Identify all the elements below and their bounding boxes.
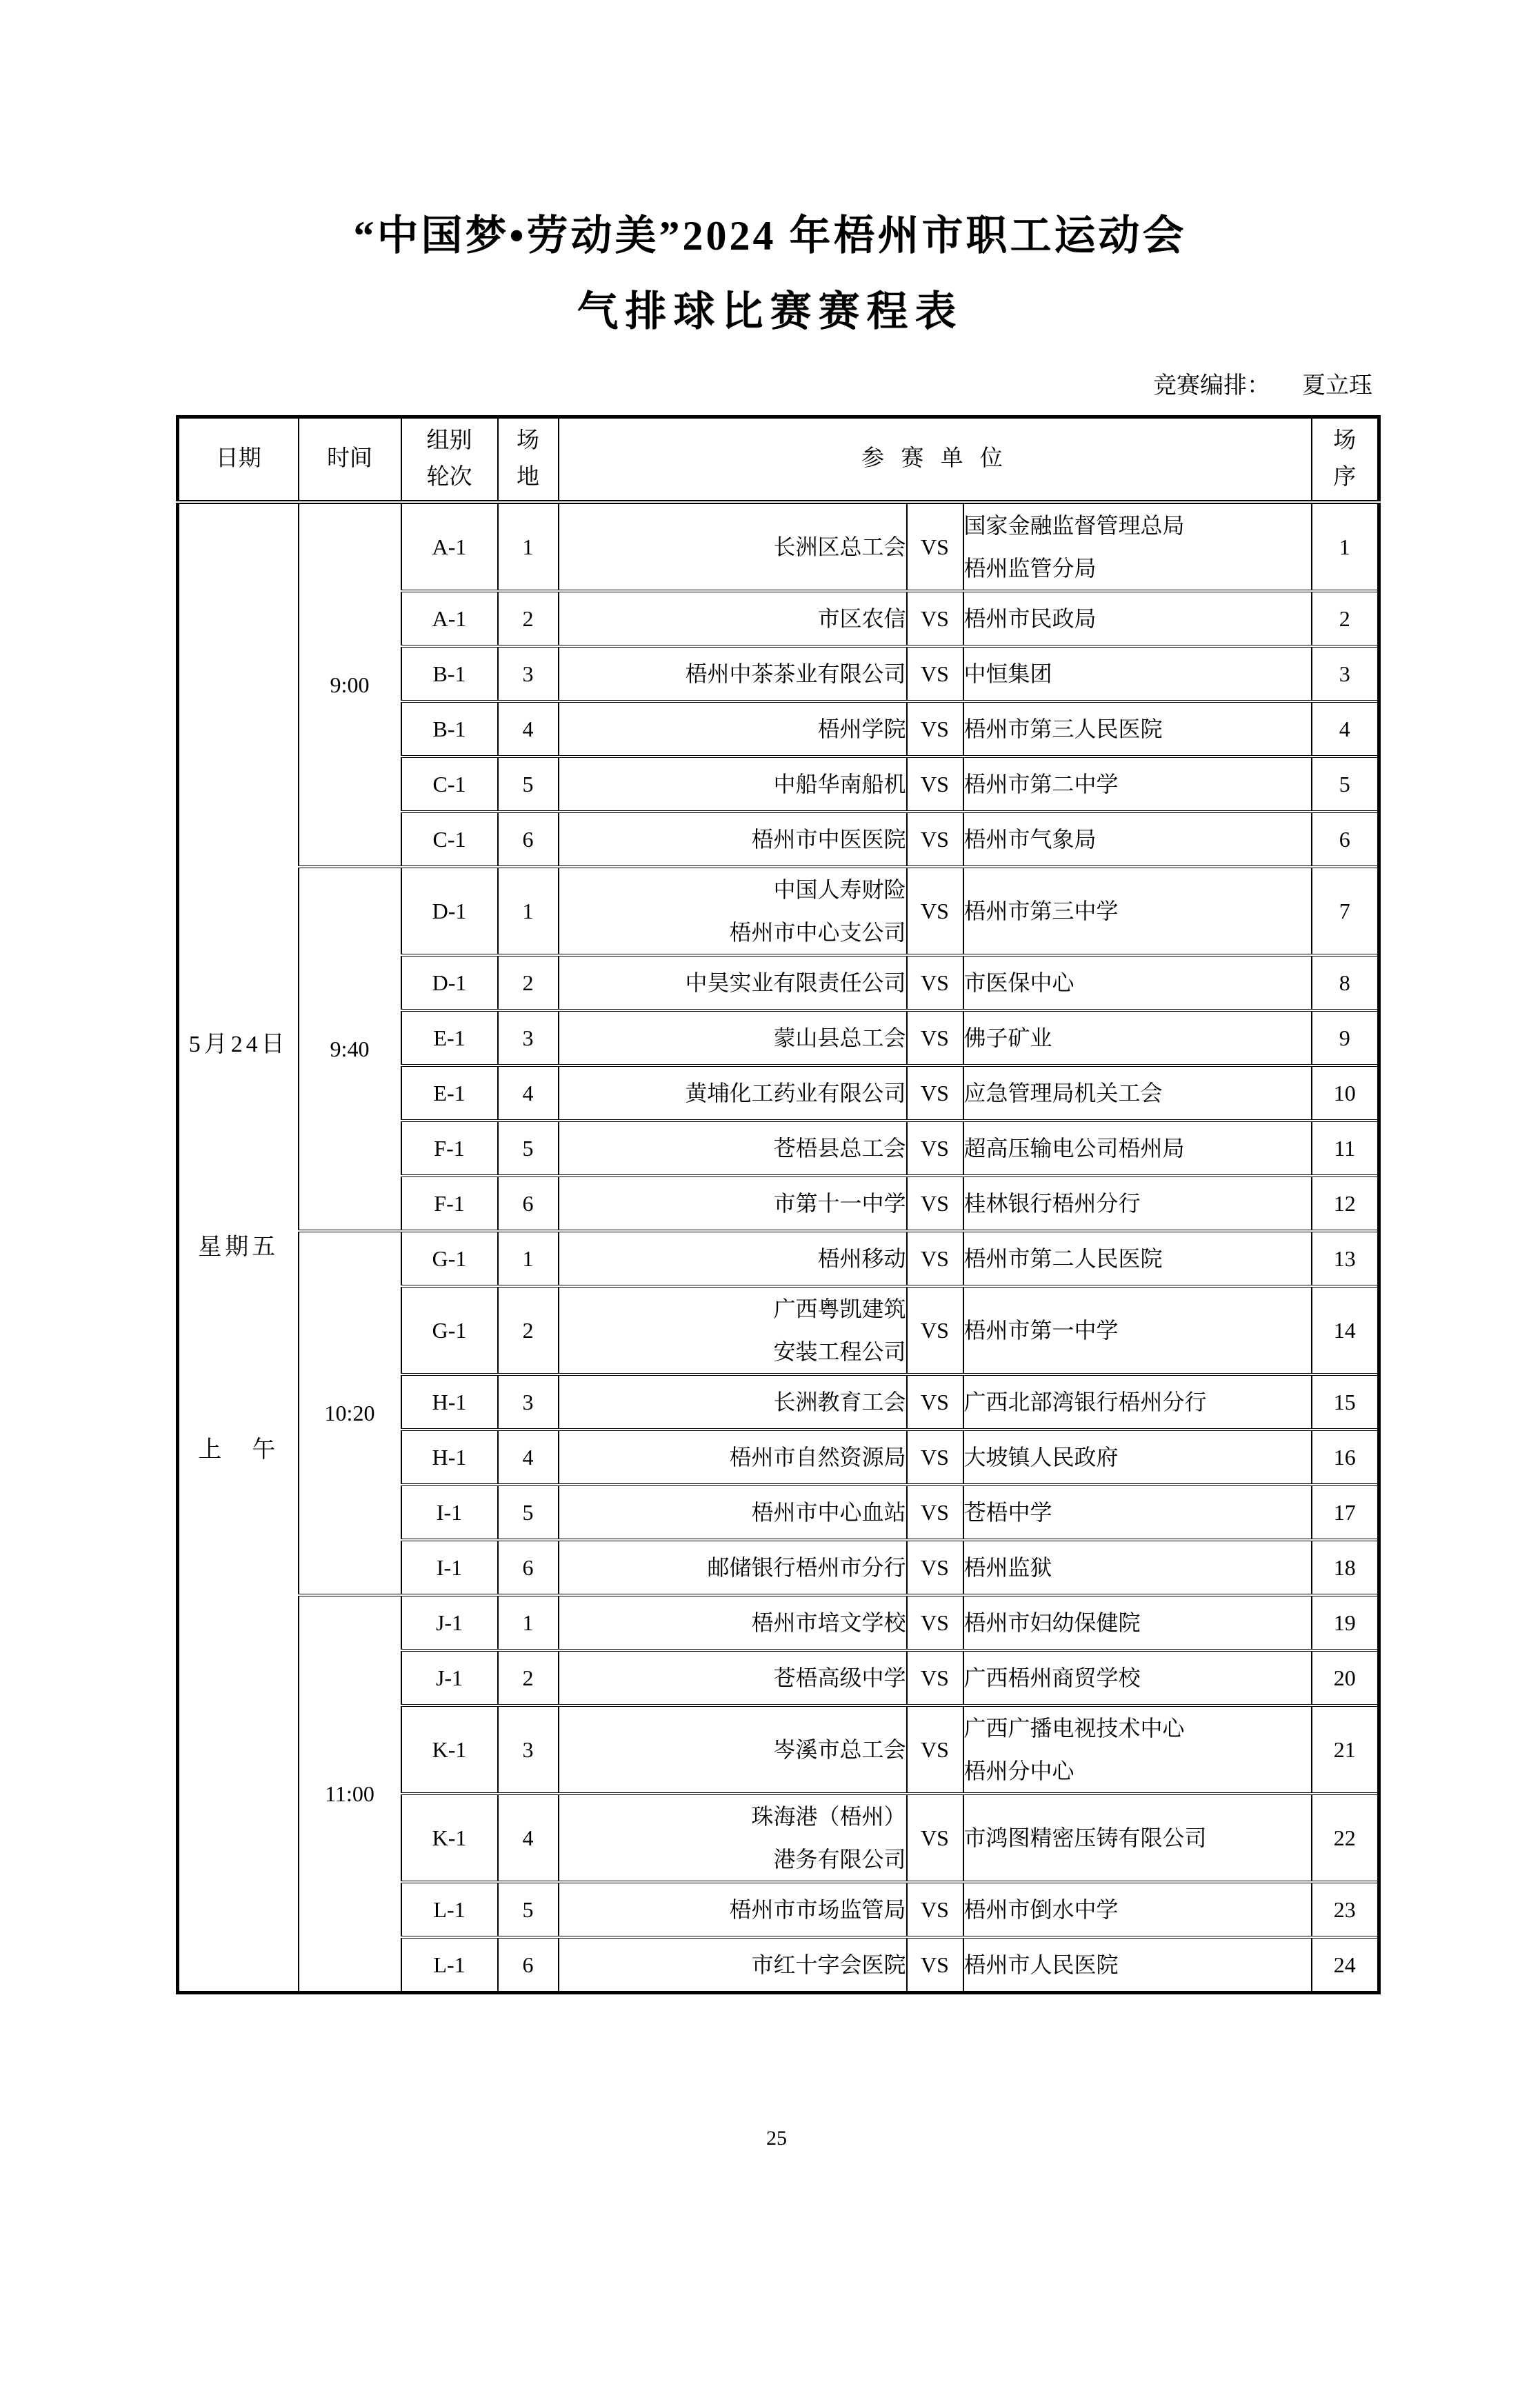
team1-cell (559, 502, 907, 591)
team-name: 梧州中茶茶业有限公司 (685, 661, 906, 686)
court-cell: 2 (498, 1650, 559, 1705)
order-cell: 2 (1312, 591, 1379, 646)
team1-cell (559, 1231, 907, 1286)
team-name: 梧州市倒水中学 (963, 1897, 1119, 1922)
vs-cell: VS (907, 1794, 963, 1882)
vs-cell: VS (907, 591, 963, 646)
group-round-cell: H-1 (401, 1430, 498, 1485)
vs-cell: VS (907, 1650, 963, 1705)
group-round-cell: B-1 (401, 646, 498, 701)
header-row (178, 417, 1379, 503)
team-name: 梧州市自然资源局 (729, 1445, 906, 1470)
team-name: 中恒集团 (963, 661, 1052, 686)
time-cell: 9:00 (299, 502, 401, 867)
team2-cell (963, 1540, 1312, 1595)
court-cell: 6 (498, 812, 559, 867)
team-name: 应急管理局机关工会 (963, 1081, 1163, 1105)
team1-cell (559, 1650, 907, 1705)
court-cell: 4 (498, 1794, 559, 1882)
team-name: 蒙山县总工会 (773, 1025, 906, 1050)
group-round-cell: A-1 (401, 502, 498, 591)
order-cell: 5 (1312, 757, 1379, 812)
team2-cell (963, 1794, 1312, 1882)
order-cell: 21 (1312, 1705, 1379, 1794)
team-name: 梧州市中心支公司 (729, 920, 906, 945)
court-cell: 3 (498, 1705, 559, 1794)
vs-cell: VS (907, 812, 963, 867)
court-cell: 5 (498, 1882, 559, 1937)
vs-cell: VS (907, 646, 963, 701)
team1-cell (559, 1540, 907, 1595)
time-cell: 11:00 (299, 1595, 401, 1993)
court-cell: 5 (498, 757, 559, 812)
court-cell: 4 (498, 701, 559, 757)
schedule-table (176, 415, 1381, 1994)
col-header-order-line1: 场 (1333, 428, 1357, 453)
team-name: 梧州市气象局 (963, 827, 1097, 852)
order-cell: 24 (1312, 1937, 1379, 1993)
team-name: 佛子矿业 (963, 1025, 1052, 1050)
team-name: 梧州市第二中学 (963, 772, 1119, 797)
court-cell: 5 (498, 1485, 559, 1540)
group-round-cell: F-1 (401, 1121, 498, 1176)
team1-cell (559, 1176, 907, 1231)
vs-cell: VS (907, 1176, 963, 1231)
time-cell: 10:20 (299, 1231, 401, 1595)
order-cell: 7 (1312, 867, 1379, 955)
vs-cell: VS (907, 1540, 963, 1595)
order-cell: 9 (1312, 1010, 1379, 1065)
team-name: 邮储银行梧州市分行 (707, 1555, 906, 1580)
team1-cell (559, 1882, 907, 1937)
court-cell: 4 (498, 1430, 559, 1485)
order-cell: 1 (1312, 502, 1379, 591)
team-name: 梧州市第三人民医院 (963, 717, 1163, 741)
court-cell: 6 (498, 1176, 559, 1231)
team1-cell (559, 812, 907, 867)
team1-cell (559, 1705, 907, 1794)
order-cell: 12 (1312, 1176, 1379, 1231)
col-header-court-line2: 地 (517, 465, 539, 490)
date-cell (178, 502, 299, 1993)
team1-cell (559, 1794, 907, 1882)
vs-cell: VS (907, 1286, 963, 1374)
credit-line (0, 372, 1372, 400)
team1-cell (559, 757, 907, 812)
team-name: 广西粤凯建筑 (773, 1296, 906, 1321)
team-name: 市医保中心 (963, 970, 1074, 995)
court-cell: 3 (498, 1010, 559, 1065)
group-round-cell: A-1 (401, 591, 498, 646)
team-name: 中昊实业有限责任公司 (685, 970, 906, 995)
col-header-group-line2: 轮次 (426, 465, 472, 490)
vs-cell: VS (907, 701, 963, 757)
team-name: 市红十字会医院 (751, 1952, 906, 1977)
team1-cell (559, 1430, 907, 1485)
vs-cell: VS (907, 1374, 963, 1430)
team-name: 长洲区总工会 (773, 534, 906, 559)
group-round-cell: E-1 (401, 1065, 498, 1121)
team2-cell (963, 1485, 1312, 1540)
team-name: 梧州市中医医院 (751, 827, 906, 852)
team2-cell (963, 1176, 1312, 1231)
group-round-cell: L-1 (401, 1937, 498, 1993)
order-cell: 16 (1312, 1430, 1379, 1485)
team-name: 梧州移动 (817, 1246, 906, 1271)
team2-cell (963, 757, 1312, 812)
team-name: 苍梧中学 (963, 1500, 1052, 1525)
team-name: 超高压输电公司梧州局 (963, 1136, 1185, 1161)
order-cell: 4 (1312, 701, 1379, 757)
team2-cell (963, 1650, 1312, 1705)
document-title-line1: “中国梦•劳动美”2024 年梧州市职工运动会 (353, 213, 1187, 259)
order-cell: 8 (1312, 955, 1379, 1010)
col-header-participants: 参 赛 单 位 (559, 417, 1312, 503)
team-name: 梧州市妇幼保健院 (963, 1610, 1141, 1635)
team-name: 大坡镇人民政府 (963, 1445, 1119, 1470)
order-cell: 11 (1312, 1121, 1379, 1176)
team2-cell (963, 1065, 1312, 1121)
team1-cell (559, 1286, 907, 1374)
court-cell: 3 (498, 646, 559, 701)
team-name: 安装工程公司 (773, 1339, 906, 1364)
order-cell: 22 (1312, 1794, 1379, 1882)
court-cell: 6 (498, 1540, 559, 1595)
group-round-cell: C-1 (401, 812, 498, 867)
team-name: 梧州学院 (817, 717, 906, 741)
team-name: 梧州市民政局 (963, 606, 1097, 631)
group-round-cell: D-1 (401, 867, 498, 955)
group-round-cell: F-1 (401, 1176, 498, 1231)
group-round-cell: K-1 (401, 1705, 498, 1794)
credit-name: 夏立珏 (1302, 373, 1372, 399)
team-name: 梧州市人民医院 (963, 1952, 1119, 1977)
group-round-cell: B-1 (401, 701, 498, 757)
order-cell: 18 (1312, 1540, 1379, 1595)
vs-cell: VS (907, 1485, 963, 1540)
team-name: 苍梧高级中学 (773, 1665, 906, 1690)
credit-label: 竞赛编排： (1153, 373, 1270, 399)
team-name: 广西北部湾银行梧州分行 (963, 1390, 1207, 1414)
team-name: 中船华南船机 (773, 772, 906, 797)
date-stack (179, 1030, 298, 1465)
team-name: 市鸿图精密压铸有限公司 (963, 1825, 1207, 1850)
court-cell: 1 (498, 1231, 559, 1286)
vs-cell: VS (907, 1937, 963, 1993)
team2-cell (963, 701, 1312, 757)
team-name: 长洲教育工会 (773, 1390, 906, 1414)
date-line: 上 午 (198, 1437, 279, 1463)
team-name: 珠海港（梧州） (751, 1804, 906, 1829)
order-cell: 10 (1312, 1065, 1379, 1121)
team2-cell (963, 1937, 1312, 1993)
team-name: 梧州监管分局 (963, 556, 1097, 581)
team2-cell (963, 812, 1312, 867)
team-name: 国家金融监督管理总局 (963, 513, 1185, 538)
court-cell: 2 (498, 591, 559, 646)
group-round-cell: C-1 (401, 757, 498, 812)
team1-cell (559, 955, 907, 1010)
court-cell: 1 (498, 1595, 559, 1650)
group-round-cell: L-1 (401, 1882, 498, 1937)
team-name: 梧州市第一中学 (963, 1318, 1119, 1343)
team1-cell (559, 867, 907, 955)
team2-cell (963, 1010, 1312, 1065)
order-cell: 13 (1312, 1231, 1379, 1286)
match-row (178, 1595, 1379, 1650)
time-cell: 9:40 (299, 867, 401, 1231)
col-header-time: 时间 (299, 417, 401, 503)
team2-cell (963, 1705, 1312, 1794)
team2-cell (963, 502, 1312, 591)
col-header-order-line2: 序 (1333, 465, 1357, 490)
document-title-line2: 气排球比赛赛程表 (577, 289, 963, 334)
page-number: 25 (766, 2127, 787, 2150)
vs-cell: VS (907, 1705, 963, 1794)
team-name: 港务有限公司 (773, 1847, 906, 1872)
group-round-cell: E-1 (401, 1010, 498, 1065)
team-name: 广西梧州商贸学校 (963, 1665, 1141, 1690)
court-cell: 5 (498, 1121, 559, 1176)
match-row (178, 867, 1379, 955)
team-name: 梧州市培文学校 (751, 1610, 906, 1635)
group-round-cell: J-1 (401, 1595, 498, 1650)
schedule-table-body (178, 502, 1379, 1993)
team1-cell (559, 591, 907, 646)
team2-cell (963, 1595, 1312, 1650)
team-name: 梧州分中心 (963, 1759, 1074, 1783)
group-round-cell: H-1 (401, 1374, 498, 1430)
group-round-cell: G-1 (401, 1231, 498, 1286)
team1-cell (559, 1065, 907, 1121)
vs-cell: VS (907, 867, 963, 955)
col-header-group-line1: 组别 (426, 428, 472, 453)
order-cell: 17 (1312, 1485, 1379, 1540)
team2-cell (963, 591, 1312, 646)
group-round-cell: G-1 (401, 1286, 498, 1374)
group-round-cell: I-1 (401, 1540, 498, 1595)
group-round-cell: I-1 (401, 1485, 498, 1540)
team1-cell (559, 646, 907, 701)
team2-cell (963, 867, 1312, 955)
team1-cell (559, 1595, 907, 1650)
team-name: 黄埔化工药业有限公司 (685, 1081, 906, 1105)
document-page (0, 215, 1540, 2393)
team-name: 苍梧县总工会 (773, 1136, 906, 1161)
vs-cell: VS (907, 1430, 963, 1485)
col-header-date: 日期 (178, 417, 299, 503)
court-cell: 1 (498, 502, 559, 591)
schedule-table-header (178, 417, 1379, 503)
team-name: 梧州市第二人民医院 (963, 1246, 1163, 1271)
team1-cell (559, 1374, 907, 1430)
team2-cell (963, 1374, 1312, 1430)
order-cell: 3 (1312, 646, 1379, 701)
vs-cell: VS (907, 955, 963, 1010)
team1-cell (559, 1010, 907, 1065)
col-header-group-round (401, 417, 498, 503)
col-header-order (1312, 417, 1379, 503)
group-round-cell: D-1 (401, 955, 498, 1010)
team1-cell (559, 1937, 907, 1993)
team-name: 桂林银行梧州分行 (963, 1191, 1141, 1216)
vs-cell: VS (907, 757, 963, 812)
team2-cell (963, 955, 1312, 1010)
order-cell: 15 (1312, 1374, 1379, 1430)
team-name: 梧州市第三中学 (963, 899, 1119, 923)
team-name: 岑溪市总工会 (773, 1737, 906, 1762)
order-cell: 6 (1312, 812, 1379, 867)
match-row (178, 1231, 1379, 1286)
team2-cell (963, 1430, 1312, 1485)
team-name: 中国人寿财险 (773, 877, 906, 902)
vs-cell: VS (907, 1010, 963, 1065)
team1-cell (559, 701, 907, 757)
date-line: 5月24日 (188, 1032, 288, 1057)
vs-cell: VS (907, 1231, 963, 1286)
team-name: 梧州市中心血站 (751, 1500, 906, 1525)
team1-cell (559, 1485, 907, 1540)
group-round-cell: J-1 (401, 1650, 498, 1705)
team-name: 梧州监狱 (963, 1555, 1052, 1580)
group-round-cell: K-1 (401, 1794, 498, 1882)
team1-cell (559, 1121, 907, 1176)
team-name: 广西广播电视技术中心 (963, 1716, 1185, 1741)
order-cell: 19 (1312, 1595, 1379, 1650)
vs-cell: VS (907, 1065, 963, 1121)
team-name: 市区农信 (817, 606, 906, 631)
team2-cell (963, 646, 1312, 701)
court-cell: 6 (498, 1937, 559, 1993)
col-header-court (498, 417, 559, 503)
order-cell: 23 (1312, 1882, 1379, 1937)
team2-cell (963, 1231, 1312, 1286)
team2-cell (963, 1286, 1312, 1374)
team2-cell (963, 1121, 1312, 1176)
vs-cell: VS (907, 1882, 963, 1937)
match-row (178, 502, 1379, 591)
court-cell: 4 (498, 1065, 559, 1121)
team-name: 梧州市市场监管局 (729, 1897, 906, 1922)
team-name: 市第十一中学 (773, 1191, 906, 1216)
court-cell: 1 (498, 867, 559, 955)
order-cell: 14 (1312, 1286, 1379, 1374)
court-cell: 2 (498, 1286, 559, 1374)
vs-cell: VS (907, 1595, 963, 1650)
team2-cell (963, 1882, 1312, 1937)
court-cell: 2 (498, 955, 559, 1010)
order-cell: 20 (1312, 1650, 1379, 1705)
date-line: 星期五 (198, 1234, 279, 1260)
court-cell: 3 (498, 1374, 559, 1430)
vs-cell: VS (907, 1121, 963, 1176)
col-header-court-line1: 场 (517, 428, 539, 453)
vs-cell: VS (907, 502, 963, 591)
